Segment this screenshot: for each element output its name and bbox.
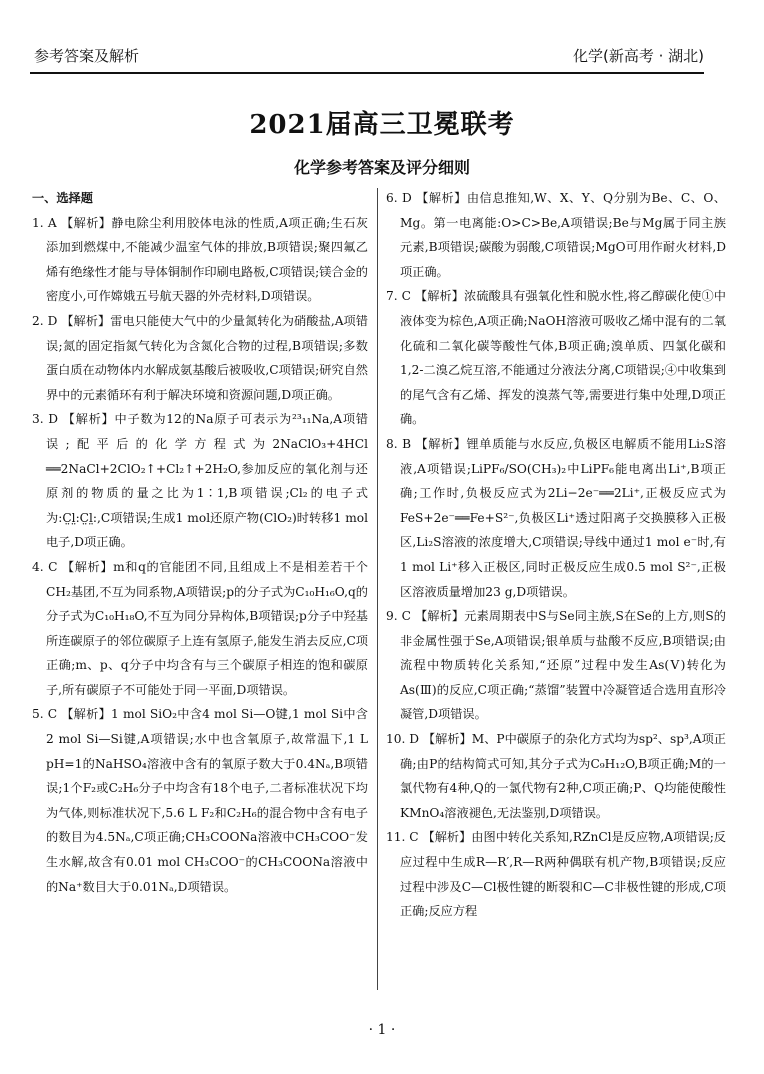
- answer-item-5: 5. C 【解析】1 mol SiO₂中含4 mol Si—O键,1 mol Si中含2 mol Si—Si键,A项错误;水中也含氧原子,故常温下,1 L pH=1的NaHSO₄溶液中含有的氧原子数大于0.4Nₐ,B项错误;1个F₂或C₂H₆分子中均含有18个电子,二者标准状况下均为气体,则标准状况下,5.6 L F₂和C₂H₆的混合物中含有电子的数目为4.5Nₐ,C项正确;CH₃COONa溶液中CH₃COO⁻发生水解,故含有0.01 mol CH₃COO⁻的CH₃COONa溶液中的Na⁺数目大于0.01Nₐ,D项错误。: [32, 707, 368, 894]
- answer-item-11: 11. C 【解析】由图中转化关系知,RZnCl是反应物,A项错误;反应过程中生成R—R′,R—R两种偶联有机产物,B项错误;反应过程中涉及C—Cl极性键的断裂和C—C非极性键的形成,C项正确;反应方程: [386, 830, 726, 919]
- section-heading: 一、选择题: [32, 191, 93, 205]
- answer-item-7: 7. C 【解析】浓硫酸具有强氧化性和脱水性,将乙醇碳化使①中液体变为棕色,A项正确;NaOH溶液可吸收乙烯中混有的二氧化硫和二氧化碳等酸性气体,B项正确;溴单质、四氯化碳和1,2-二溴乙烷互溶,不能通过分液法分离,C项错误;④中收集到的尾气含有乙烯、挥发的溴蒸气等,需要进行集中处理,D项正确。: [386, 289, 726, 427]
- page-number: · 1 ·: [368, 1022, 396, 1038]
- answer-item-2: 2. D 【解析】雷电只能使大气中的少量氮转化为硝酸盐,A项错误;氮的固定指氮气转化为含氮化合物的过程,B项错误;多数蛋白质在动物体内水解成氨基酸后被吸收,C项错误;研究自然界中的元素循环有利于解决环境和资源问题,D项正确。: [32, 313, 368, 402]
- document-subtitle: 化学参考答案及评分细则: [293, 158, 470, 177]
- column-divider: [377, 188, 378, 990]
- header-divider: [30, 72, 704, 74]
- document-title: 2021届高三卫冕联考: [249, 110, 515, 140]
- right-column: [386, 186, 726, 924]
- answer-item-8: 8. B 【解析】锂单质能与水反应,负极区电解质不能用Li₂S溶液,A项错误;LiPF₆/SO(CH₃)₂中LiPF₆能电离出Li⁺,B项正确;工作时,负极反应式为2Li−2e⁻══2Li⁺,正极反应式为FeS+2e⁻══Fe+S²⁻,负极区Li⁺透过阳离子交换膜移入正极区,Li₂S溶液的浓度增大,C项错误;导线中通过1 mol e⁻时,有1 mol Li⁺移入正极区,同时正极反应生成0.5 mol S²⁻,正极区溶液质量增加23 g,D项错误。: [386, 436, 726, 599]
- answer-item-4: 4. C 【解析】m和q的官能团不同,且组成上不是相差若干个CH₂基团,不互为同系物,A项错误;p的分子式为C₁₀H₁₆O,q的分子式为C₁₀H₁₈O,不互为同分异构体,B项错误;p分子中羟基所连碳原子的邻位碳原子上连有氢原子,能发生消去反应,C项正确;m、p、q分子中均含有与三个碳原子相连的饱和碳原子,所有碳原子不可能处于同一平面,D项错误。: [32, 559, 368, 697]
- answer-item-3: 3. D 【解析】中子数为12的Na原子可表示为²³₁₁Na,A项错误;配平后的化学方程式为2NaClO₃+4HCl ══2NaCl+2ClO₂↑+Cl₂↑+2H₂O,参加反应的氧化剂与还原剂的物质的量之比为1∶1,B项错误;Cl₂的电子式为:C̤l̤:C̤l̤:,C项错误;生成1 mol还原产物(ClO₂)时转移1 mol电子,D项正确。: [32, 412, 368, 550]
- answer-item-1: 1. A 【解析】静电除尘利用胶体电泳的性质,A项正确;生石灰添加到燃煤中,不能减少温室气体的排放,B项错误;聚四氟乙烯有绝缘性才能与导体铜制作印刷电路板,C项错误;镁合金的密度小,可作嫦娥五号航天器的外壳材料,D项错误。: [32, 215, 368, 304]
- answer-item-9: 9. C 【解析】元素周期表中S与Se同主族,S在Se的上方,则S的非金属性强于Se,A项错误;银单质与盐酸不反应,B项错误;由流程中物质转化关系知,“还原”过程中发生As(Ⅴ)转化为As(Ⅲ)的反应,C项正确;“蒸馏”装置中冷凝管适合选用直形冷凝管,D项错误。: [386, 609, 726, 722]
- answer-item-10: 10. D 【解析】M、P中碳原子的杂化方式均为sp²、sp³,A项正确;由P的结构简式可知,其分子式为C₉H₁₂O,B项正确;M的一氯代物有4种,Q的一氯代物有2种,C项正确;P、Q均能使酸性KMnO₄溶液褪色,无法鉴别,D项错误。: [386, 732, 726, 820]
- left-column: [32, 186, 368, 899]
- header-left: 参考答案及解析: [34, 47, 140, 65]
- answer-item-6: 6. D 【解析】由信息推知,W、X、Y、Q分别为Be、C、O、Mg。第一电离能:O>C>Be,A项错误;Be与Mg属于同主族元素,B项错误;碳酸为弱酸,C项错误;MgO可用作耐火材料,D项正确。: [386, 191, 726, 279]
- header-right: 化学(新高考 · 湖北): [572, 47, 704, 65]
